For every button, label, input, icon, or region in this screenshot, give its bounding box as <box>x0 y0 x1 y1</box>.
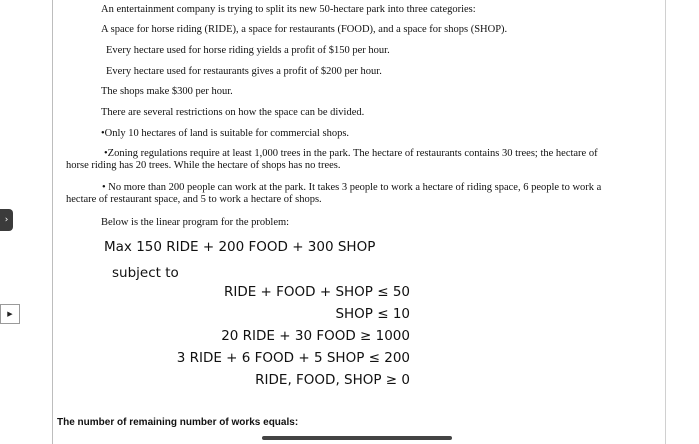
lp-constraint-nonnegativity: RIDE, FOOD, SHOP ≥ 0 <box>255 372 410 388</box>
restriction-2-text: •Zoning regulations require at least 1,000 trees in the park. The hectare of restaurants contains 30 trees; the hectare of horse riding has 20 trees. While the hectare of shops has no trees. <box>66 148 598 171</box>
intro-text: An entertainment company is trying to split its new 50-hectare park into three categories: <box>101 4 476 15</box>
side-panel-toggle[interactable] <box>0 209 13 231</box>
play-icon: ▶ <box>7 310 13 318</box>
food-profit-text: Every hectare used for restaurants gives a profit of $200 per hour. <box>106 66 382 77</box>
lp-constraint-shop: SHOP ≤ 10 <box>335 306 410 322</box>
left-divider <box>52 0 53 444</box>
lp-subject-to: subject to <box>112 265 179 281</box>
horizontal-scrollbar[interactable] <box>262 436 452 440</box>
restriction-3-text: • No more than 200 people can work at the park. It takes 3 people to work a hectare of riding space, 6 people to work a hectare of restaurant space, and 5 to work a hectare of shops. <box>66 182 602 205</box>
right-divider <box>665 0 666 444</box>
ride-profit-text: Every hectare used for horse riding yields a profit of $150 per hour. <box>106 45 390 56</box>
shop-profit-text: The shops make $300 per hour. <box>101 86 233 97</box>
categories-text: A space for horse riding (RIDE), a space for restaurants (FOOD), and a space for shops (SHOP). <box>101 24 508 35</box>
lp-objective: Max 150 RIDE + 200 FOOD + 300 SHOP <box>104 239 376 255</box>
lp-intro-text: Below is the linear program for the problem: <box>101 217 290 228</box>
lp-constraint-workers: 3 RIDE + 6 FOOD + 5 SHOP ≤ 200 <box>176 350 410 366</box>
restriction-1-text: •Only 10 hectares of land is suitable for commercial shops. <box>101 128 350 139</box>
lp-constraint-land: RIDE + FOOD + SHOP ≤ 50 <box>223 284 410 300</box>
chevron-right-icon: › <box>4 215 9 225</box>
lp-constraint-trees: 20 RIDE + 30 FOOD ≥ 1000 <box>221 328 410 344</box>
play-button[interactable] <box>0 304 20 324</box>
restrictions-intro-text: There are several restrictions on how the space can be divided. <box>101 107 365 118</box>
question-text: The number of remaining number of works equals: <box>57 417 299 428</box>
